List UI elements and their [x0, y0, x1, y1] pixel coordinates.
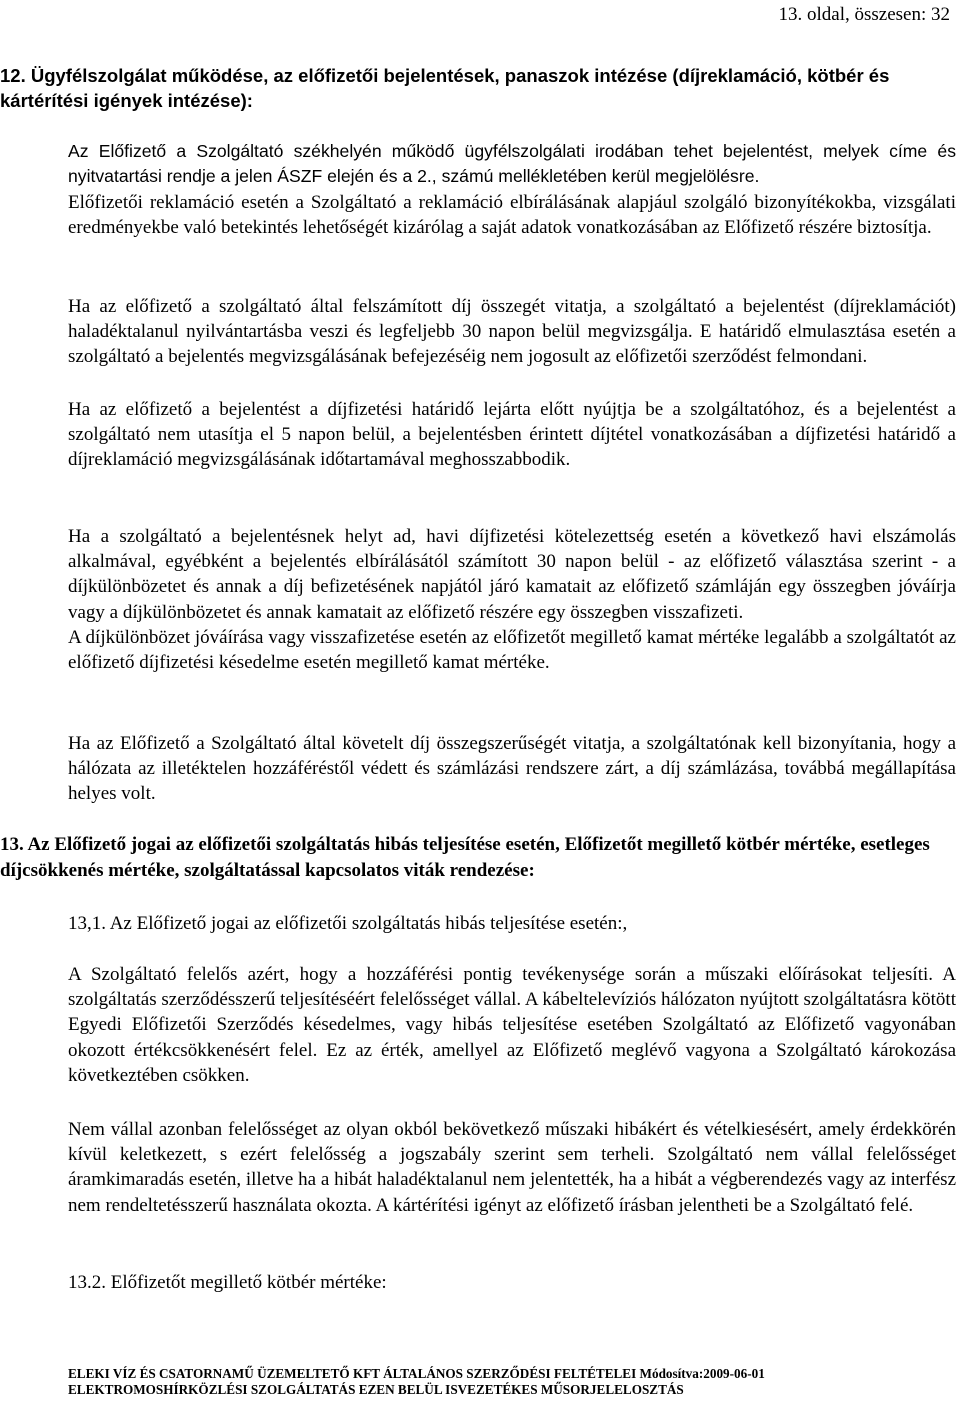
- section-12-paragraph-6: A díjkülönbözet jóváírása vagy visszafizetése esetén az előfizetőt megillető kamat mértéke legalább a szolgáltatót az előfizető díjfizetési késedelme esetén megillető kamat mértéke.: [68, 627, 956, 674]
- section-13-1-heading: 13,1. Az Előfizető jogai az előfizetői szolgáltatás hibás teljesítése esetén:,: [68, 913, 628, 934]
- footer-line-2: ELEKTROMOSHÍRKÖZLÉSI SZOLGÁLTATÁS EZEN BELÜL ISVEZETÉKES MŰSORJELELOSZTÁS: [68, 1382, 684, 1397]
- section-13-paragraph-1: A Szolgáltató felelős azért, hogy a hozzáférési pontig tevékenysége során a műszaki előírásokat teljesíti. A szolgáltatás szerződésszerű teljesítéséért felelősséget vállal. A kábeltelevíziós hálózaton nyújtott szolgáltatásra kötött Egyedi Előfizetői Szerződés késedelmes, vagy hibás teljesítése esetében Szolgáltató az Előfizető vagyonában okozott értékcsökkenésért felel. Ez az érték, amellyel az Előfizető meglévő vagyona a Szolgáltató károkozása következtében csökken.: [68, 964, 956, 1086]
- section-12-paragraph-7: Ha az Előfizető a Szolgáltató által követelt díj összegszerűségét vitatja, a szolgáltatónak kell bizonyítania, hogy a hálózata az illetéktelen hozzáféréstől védett és számlázási rendszere zárt, a díj számlázása, továbbá megállapítása helyes volt.: [68, 733, 956, 805]
- section-13-2-heading: 13.2. Előfizetőt megillető kötbér mértéke:: [68, 1272, 387, 1293]
- page-number-header: 13. oldal, összesen: 32: [778, 4, 950, 25]
- section-12-paragraph-2: Előfizetői reklamáció esetén a Szolgáltató a reklamáció elbírálásának alapjául szolgáló bizonyítékokba, vizsgálati eredményekbe való betekintés lehetőségét kizárólag a saját adatok vonatkozásában az Előfizető részére biztosítja.: [68, 192, 956, 239]
- section-12-paragraph-5: Ha a szolgáltató a bejelentésnek helyt ad, havi díjfizetési kötelezettség esetén a következő havi elszámolás alkalmával, egyébként a bejelentés elbírálásától számított 30 napon belül - az előfizető választása szerint - a díjkülönbözetet és annak a díj befizetésének napjától járó kamatait az előfizető számláján egy összegben jóváírja vagy a díjkülönbözetet és annak kamatait az előfizető részére egy összegben visszafizeti.: [68, 526, 956, 623]
- section-12-title: 12. Ügyfélszolgálat működése, az előfizetői bejelentések, panaszok intézése (díjreklamáció, kötbér és kártérítési igények intézése):: [0, 65, 890, 111]
- section-13-title: 13. Az Előfizető jogai az előfizetői szolgáltatás hibás teljesítése esetén, Előfizetőt megillető kötbér mértéke, esetleges díjcsökkenés mértéke, szolgáltatással kapcsolatos viták rendezése:: [0, 834, 930, 881]
- section-12-paragraph-1: Az Előfizető a Szolgáltató székhelyén működő ügyfélszolgálati irodában tehet bejelentést, melyek címe és nyitvatartási rendje a jelen ÁSZF elején és a 2., számú mellékletében kerül megjelölésre.: [68, 141, 956, 187]
- footer-line-1: ELEKI VÍZ ÉS CSATORNAMŰ ÜZEMELTETŐ KFT ÁLTALÁNOS SZERZŐDÉSI FELTÉTELEI Módosítva:2009-06-01: [68, 1366, 765, 1381]
- section-13-paragraph-2: Nem vállal azonban felelősséget az olyan okból bekövetkező műszaki hibákért és vételkiesésért, amely érdekkörén kívül keletkezett, s ezért felelősség a jogszabály szerint sem terheli. Szolgáltató nem vállal felelősséget áramkimaradás esetén, illetve ha a hibát haladéktalanul nem jelentették, ha a hibát a végberendezés vagy az interfész nem rendeltetésszerű használata okozta. A kártérítési igényt az előfizető írásban jelentheti be a Szolgáltató felé.: [68, 1119, 956, 1216]
- section-12-paragraph-3: Ha az előfizető a szolgáltató által felszámított díj összegét vitatja, a szolgáltató a bejelentést (díjreklamációt) haladéktalanul nyilvántartásba veszi és legfeljebb 30 napon belül megvizsgálja. E határidő elmulasztása esetén a szolgáltató a bejelentés megvizsgálásának befejezéséig nem jogosult az előfizetői szerződést felmondani.: [68, 296, 956, 368]
- section-12-paragraph-4: Ha az előfizető a bejelentést a díjfizetési határidő lejárta előtt nyújtja be a szolgáltatóhoz, és a bejelentést a szolgáltató nem utasítja el 5 napon belül, a bejelentésben érintett díjtétel vonatkozásában a díjfizetési határidő a díjreklamáció megvizsgálásának időtartamával meghosszabbodik.: [68, 399, 956, 471]
